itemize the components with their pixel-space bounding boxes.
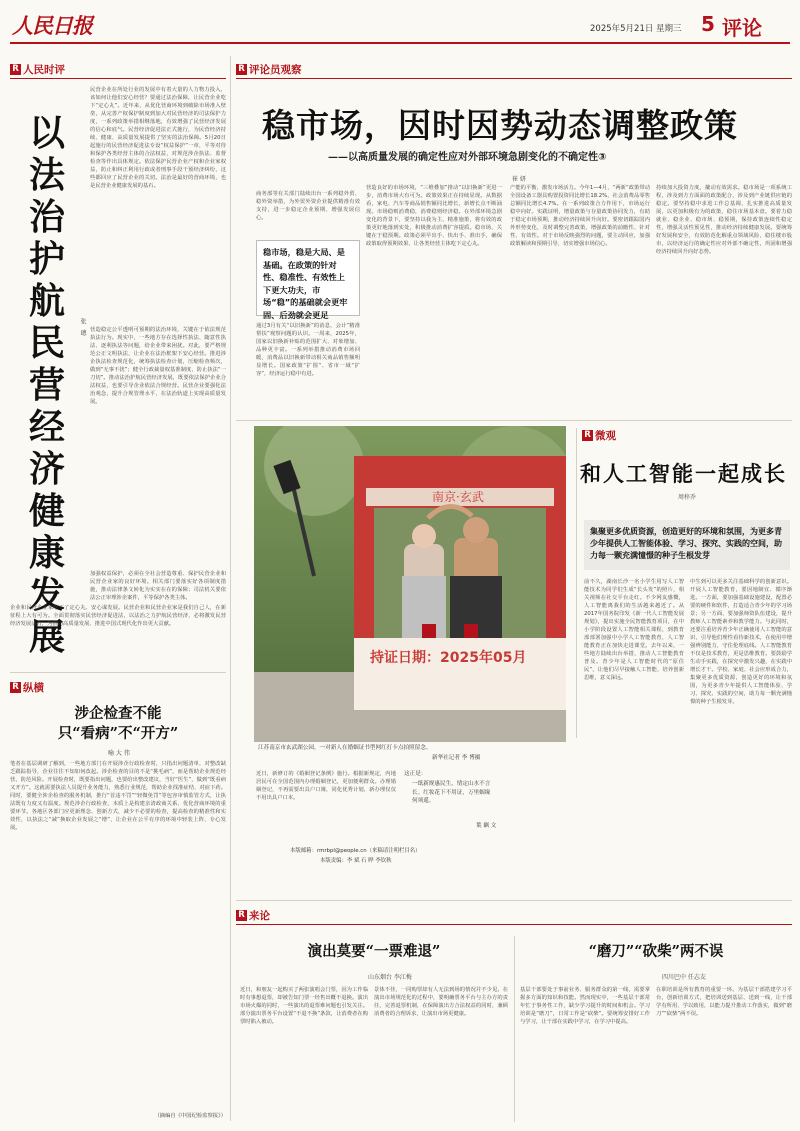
lailun-left-title: 演出莫要“一票难退” xyxy=(307,943,441,960)
lailun-right-author: 四川巴中 任志友 xyxy=(662,974,706,981)
commentary-author: 崔 妍 xyxy=(512,176,526,183)
lailun-left-body: 景体不佳，一同购票却有人无法到场的情况并不少见。在演出市场规范化的过程中，要明确票务平台与主办方的责任，完善退票机制，在保障演出方合法权益的同时，兼顾消费者的合理诉求，让演出市场更健康。 xyxy=(374,987,508,1017)
section-label-text: 人民时评 xyxy=(23,64,65,76)
lailun-right-body: 基层干部要处于事前业务、服务群众的第一线，需要掌握多方面的知识和技能。然而现实中，一些基层干部常年忙于事务性工作，缺少学习提升的时间和机会。学习培训是“磨刀”，日常工作是“砍柴”。要统筹安排好工作与学习，让干部在实践中学习，在学习中提高。 xyxy=(520,987,650,1025)
section-label-text: 纵横 xyxy=(23,682,44,694)
column-divider xyxy=(576,428,577,738)
commentary-body: 营造良好的市场环境，“三维叠加”推动“以旧换新”更进一步，消费市场大有可为。政策效果正在持续显现。从数据看，家电、汽车等商品销售额同比增长，新增长点不断涌现。市场稳则消费稳，消费稳则经济稳。在外部环境急剧变化的背景下，要坚持以我为主，精准施策，将有效的政策更好地落到实处，积极推动消费扩容提质。稳市场，关键在于稳预期。政策必须早出手、快出手、准出手，确保政策取得预期效果，让各类经营主体吃下定心丸。 xyxy=(366,185,502,247)
commentary-body: 持续加大投资力度，撬动有效需求。稳市场是一项系统工程，涉及到方方面面的政策配合，涉及到产业链供应链的稳定。要坚持稳中求进工作总基调，扎实推进高质量发展，以更加积极有为的政策，稳住市场基本盘。要着力稳就业、稳企业、稳市场、稳预期，保持政策连续性稳定性，增强灵活性预见性，推动经济持续健康发展。要统筹好发展和安全，有效防范化解重点领域风险，稳住楼市股市，以经济运行的确定性应对外部不确定性，巩固和增强经济持续回升向好态势。 xyxy=(656,185,792,255)
poem-author: 葉 飙 文 xyxy=(476,823,497,829)
article-body-wide: 企业和民营企业家吃下了定心丸、安心谋发展。民营企业和民营企业家是我们自己人，在新征程上大有可为。全面贯彻落实民营经济促进法，以法治之力护航民营经济，必将激发民营经济发展活力，为推动高质量发展、推进中国式现代化作出更大贡献。 xyxy=(10,605,226,627)
section-label-renmin-shiping xyxy=(10,62,65,77)
page-editors: 本版责编：李 斌 石 晔 李钦秋 xyxy=(320,858,392,864)
weiguan-body: 中生到可以更多关注基础科学的创新意识。开展人工智能教育，要因地制宜、循序渐进。一方面，要加强基础设施建设，配置必要的硬件和软件，打造适合青少年的学习场景；另一方面，要加强师资队伍建设，提升教师人工智能素养和教学能力。与此同时，还要注重培养青少年正确使用人工智能的意识，引导他们理性看待新技术，在使用中增强辨别能力，守住伦理底线。人工智能教育不仅是技术教育，更是思维教育。要鼓励学生动手实践，在探究中激发兴趣，在实践中增长才干。学校、家庭、社会应形成合力，集聚更多优质资源，创造更好的环境和氛围，为更多青少年提供人工智能体验、学习、探究、实践的空间，助力每一颗充满憧憬的种子生根发芽。 xyxy=(690,579,792,705)
news-photo-couple-wedding xyxy=(254,426,566,742)
section-label-text: 来论 xyxy=(249,910,270,922)
section-divider xyxy=(236,900,792,901)
photo-stamp: 持证日期：2025年05月 xyxy=(370,650,527,666)
article-author: 喻 大 伟 xyxy=(108,750,130,757)
newspaper-logo: 人民日报 xyxy=(12,13,92,38)
section-label-text: 评论员观察 xyxy=(249,64,302,76)
commentary-subtitle: ——以高质量发展的确定性应对外部环境急剧变化的不确定性③ xyxy=(328,152,607,163)
r-badge-icon: R xyxy=(10,64,21,75)
article-title-line: 只“看病”不“开方” xyxy=(57,725,179,742)
column-divider xyxy=(230,56,231,1121)
r-badge-icon: R xyxy=(582,430,593,441)
section-label-text: 微观 xyxy=(595,430,616,442)
article-body: 加强权益保护，必须在全社会营造尊重、保护民营企业和民营企业家的良好环境。相关部门要落实好各项制度措施，推动法律条文转化为实实在在的保障；司法机关要依法公正审理涉企案件，平等保护各类主体。 xyxy=(90,571,226,600)
commentary-body: 产能的平衡，激发市场活力。今年1—4月，“两新”政策带动全国设备工器具购置投资同比增长18.2%，社会消费品零售总额同比增长4.7%。在一系列政策合力作用下，市场运行稳中向好。实践证明，增量政策与存量政策协同发力，有助于稳定市场预期，推动经济持续回升向好。要密切跟踪国内外形势变化，及时调整完善政策，增强政策的前瞻性、针对性、有效性。对于市场反映强烈的问题，要主动回应，加强政策解读和预期引导，切实增强市场信心。 xyxy=(510,185,650,247)
page-number: 5 xyxy=(701,12,715,36)
poem-text: 一纸新规惠民生，情定山水不言长。红妆花下不用证，万里姻缘何须遥。 xyxy=(412,781,491,804)
section-rule xyxy=(10,78,226,79)
section-divider xyxy=(10,672,226,673)
section-label-lailun xyxy=(236,908,270,923)
r-badge-icon: R xyxy=(236,64,247,75)
section-rule xyxy=(236,78,792,79)
article-body: 民营企业在所处行业的发展中有着大量的人力物力投入，该如何让他们安心经营？要通过法治保障，让民营企业吃下“定心丸”。近年来，从优化营商环境到破除市场准入壁垒，从完善产权保护制度到加大对民营经济的司法保护力度，一系列政策举措相继落地，有效增强了民营经济发展的信心和底气。民营经济促进法正式施行，为民营经济持续、健康、高质量发展提供了坚实的法治保障。5月20日起施行的民营经济促进法专设“权益保护”一章，平等对待和保护各类经营主体的合法权益，对规范涉企执法、监督检查等作出具体规定。依法保护民营企业产权和企业家权益，防止和纠正利用行政或者刑事手段干预经济纠纷，这些都回应了民营企业的关切。法治是最好的营商环境，也是民营企业健康发展的基石。 xyxy=(90,87,226,189)
weiguan-body: 前不久，湖南长沙一名小学生用写人工智能技术为同学们生成“长头发”的照片，相关视频在社交平台走红。不少网友感慨，人工智能离我们的生活越来越近了。从2017年国务院印发《新一代人工智能发展规划》，提出实施全民智能教育项目，在中小学阶段设置人工智能相关课程，到教育部部署加强中小学人工智能教育，人工智能教育正在加快走进课堂。去年以来，一些地方陆续出台举措，推动人工智能教育普及。青少年是人工智能时代的“原住民”，让他们尽早接触人工智能，培养创新思维，意义深远。 xyxy=(584,579,684,681)
section-rule xyxy=(236,924,792,925)
lailun-left-body: 近日，和朋友一起购买了两张演唱会门票，因为工作临时有事想退票，却被告知门票一经售出概不退换。演出市场火爆的同时，一些演出的退票难问题也引发关注。部分演出票务平台设置“不退不换”条款，让消费者在购票时陷入被动。 xyxy=(240,987,368,1025)
page-email: 本版邮箱：rmrbpl@people.cn（来稿请注明栏目名） xyxy=(290,848,421,854)
issue-date: 2025年5月21日 星期三 xyxy=(590,24,682,34)
article-title-line: 涉企检查不能 xyxy=(74,705,162,722)
r-badge-icon: R xyxy=(236,910,247,921)
article-title-vertical: 以法治护航民营经济健康发展 xyxy=(28,112,65,658)
commentary-body: 商务部等有关部门陆续出台一系列稳外贸、稳外资举措，为外贸外资企业提供精准有效支持，进一步稳定企业预期、增强发展信心。 xyxy=(256,191,360,221)
weiguan-author: 周梓乔 xyxy=(678,494,697,501)
pull-quote-text: 稳市场，稳是大局、是基础。在政策的针对性、稳准性、有效性上下更大功夫，市场“稳”的基础就会更牢固、后劲就会更足 xyxy=(263,247,348,320)
section-label-zongheng xyxy=(10,680,44,695)
r-badge-icon: R xyxy=(10,682,21,693)
pull-quote-box xyxy=(256,240,360,320)
section-divider xyxy=(236,420,792,421)
lailun-right-body: 在职培训是所有教育的重要一环。为基层干部搭建学习平台，创新培训方式，把培训送到基层、送到一线，让干部学有所用、学以致用，以能力提升推动工作落实，做到“磨刀”“砍柴”两不误。 xyxy=(656,987,792,1017)
section-label-weiguan xyxy=(582,428,616,443)
poem-heading: 这正是： xyxy=(404,771,427,777)
photo-sign: 南京·玄武 xyxy=(432,490,484,504)
weiguan-title: 和人工智能一起成长 xyxy=(580,461,787,486)
page-section-title: 评论 xyxy=(722,16,762,40)
lailun-right-title: “磨刀”“砍柴”两不误 xyxy=(588,943,724,960)
commentary-body: 通过3月有关“以旧换新”的消息，会计“精准帮扶”观察问题的认识。一周来，2025年，国家以旧换新补贴的范围扩大、对象增加、品种更丰富。一系列举措推动消费市场回暖，消费品以旧换新带动相关商品销售额明显增长。国家政策“扩围”、省市一域“扩容”，经济运行稳中有进。 xyxy=(256,323,360,377)
article-body: 笔者在基层调研了解到，一些地方部门在开展涉企行政检查时，只指出问题清单，对整改缺乏跟踪指导，企业往往不知如何改起。涉企检查的目的不是“挑毛病”，而是帮助企业规范经营、防范风险。开展检查时，既要指出问题，也要给出整改建议，当好“医生”，做到“既看病又开方”。这就需要执法人员提升业务能力，熟悉行业规范，帮助企业找准症结、对症下药。同时，要健全涉企检查的服务机制，推行“首违不罚”“轻微免罚”等包容审慎监管方式，让执法既有力度又有温度。规范涉企行政检查，本质上是构建亲清政商关系、优化营商环境的重要环节。各地区各部门应更新理念、创新方式，减少不必要的检查，提高检查的精准性和实效性，以执法之“减”换取企业发展之“增”，让企业在公平有序的环境中轻装上阵、专心发展。 xyxy=(10,761,226,831)
weiguan-quote-text: 集聚更多优质资源，创造更好的环境和氛围，为更多青少年提供人工智能体验、学习、探究、实践的空间，助力每一颗充满憧憬的种子生根发芽 xyxy=(590,527,782,560)
column-divider xyxy=(514,936,515,1122)
weiguan-quote-box xyxy=(584,520,790,570)
lailun-left-author: 山东烟台 李江梅 xyxy=(368,974,412,981)
article-body: 营造稳定公平透明可预期的法治环境，关键在于依法规范执法行为。现实中，一些地方存在选择性执法、随意性执法、逐利执法等问题，给企业带来困扰。对此，要严格规范公正文明执法，让企业在法治框架下安心经营。推进涉企执法检查规范化，统筹执法检查计划，压缩检查频次，做到“无事不扰”；健全行政裁量权基准制度，防止执法“一刀切”。推动法治护航民营经济发展，既要依法保护企业合法权益，也要引导企业依法合规经营。民营企业要强化法治观念，提升合规管理水平，在法治轨道上实现高质量发展。 xyxy=(90,327,226,405)
photo-credit: 新华社记者 李 博摄 xyxy=(432,755,481,761)
masthead-rule xyxy=(10,42,790,44)
news-brief: 近日，新修订的《婚姻登记条例》施行。根据新规定，内地居民可在全国范围内办理婚姻登记，更加便利群众。办理婚姻登记，不再需要出具户口簿，同化优秀计划，新办理仅仅不用出具户口本。 xyxy=(256,771,396,801)
article-author: 张 璁 xyxy=(79,318,86,338)
commentary-title: 稳市场，因时因势动态调整政策 xyxy=(262,106,738,145)
photo-illustration xyxy=(254,426,566,742)
photo-caption: 江苏南京市玄武湖公园，一对新人在婚姻证书型网红打卡点拍照留念。 xyxy=(258,745,432,751)
source-note: （摘编自《中国纪检监察报》） xyxy=(154,1113,226,1119)
section-label-pinglunyuan xyxy=(236,62,302,77)
